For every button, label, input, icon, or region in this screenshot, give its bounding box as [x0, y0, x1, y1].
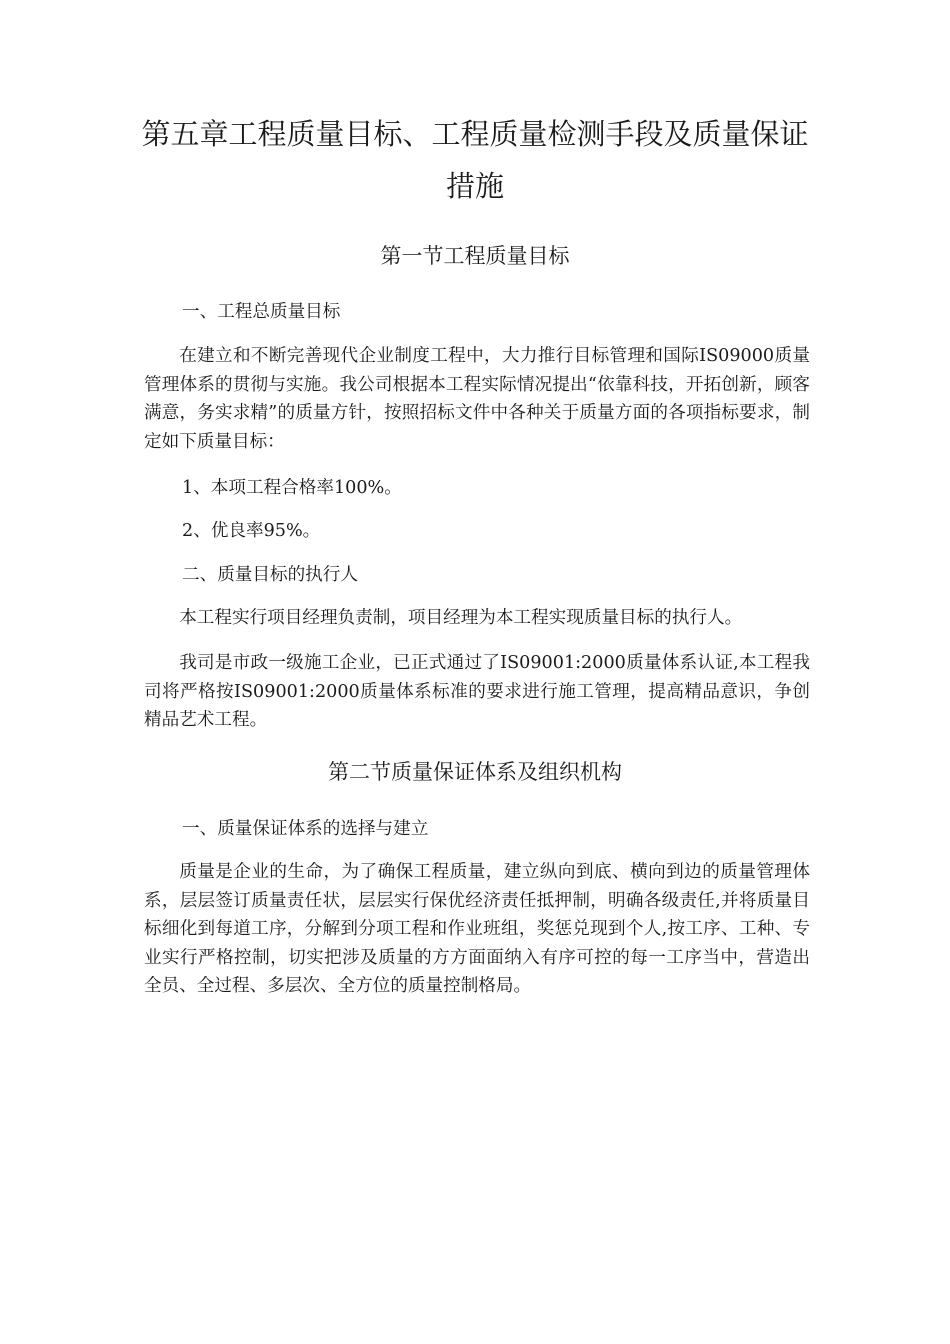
list-item-excellence-rate: 2、优良率95%。 — [182, 521, 321, 541]
chapter-title: 第五章工程质量目标、工程质量检测手段及质量保证措施 — [141, 117, 809, 203]
paragraph-quality-management-system: 质量是企业的生命，为了确保工程质量，建立纵向到底、横向到边的质量管理体系，层层签订质量责任状，层层实行保优经济责任抵押制，明确各级责任,并将质量目标细化到每道工序，分解到分项工程和作业班组，奖惩兑现到个人,按工序、工种、专业实行严格控制，切实把涉及质量的方方面面纳入有序可控的每一工序当中，营造出全员、全过程、多层次、全方位的质量控制格局。 — [144, 862, 810, 996]
paragraph-project-manager: 本工程实行项目经理负责制，项目经理为本工程实现质量目标的执行人。 — [179, 608, 743, 628]
heading-quality-system-setup: 一、质量保证体系的选择与建立 — [182, 819, 429, 839]
paragraph-iso-certification: 我司是市政一级施工企业，已正式通过了IS09001:2000质量体系认证,本工程我司将严格按IS09001:2000质量体系标准的要求进行施工管理，提高精品意识，争创精品艺术工程。 — [144, 653, 810, 730]
heading-total-quality-goal: 一、工程总质量目标 — [182, 302, 341, 322]
section-title-1: 第一节工程质量目标 — [380, 244, 570, 268]
section-title-2: 第二节质量保证体系及组织机构 — [328, 760, 622, 784]
paragraph-quality-policy: 在建立和不断完善现代企业制度工程中，大力推行目标管理和国际IS09000质量管理体系的贯彻与实施。我公司根据本工程实际情况提出“依靠科技，开拓创新，顾客满意，务实求精”的质量方针，按照招标文件中各种关于质量方面的各项指标要求，制定如下质量目标： — [144, 346, 810, 452]
list-item-pass-rate: 1、本项工程合格率100%。 — [182, 478, 402, 498]
heading-quality-goal-executor: 二、质量目标的执行人 — [182, 565, 358, 585]
